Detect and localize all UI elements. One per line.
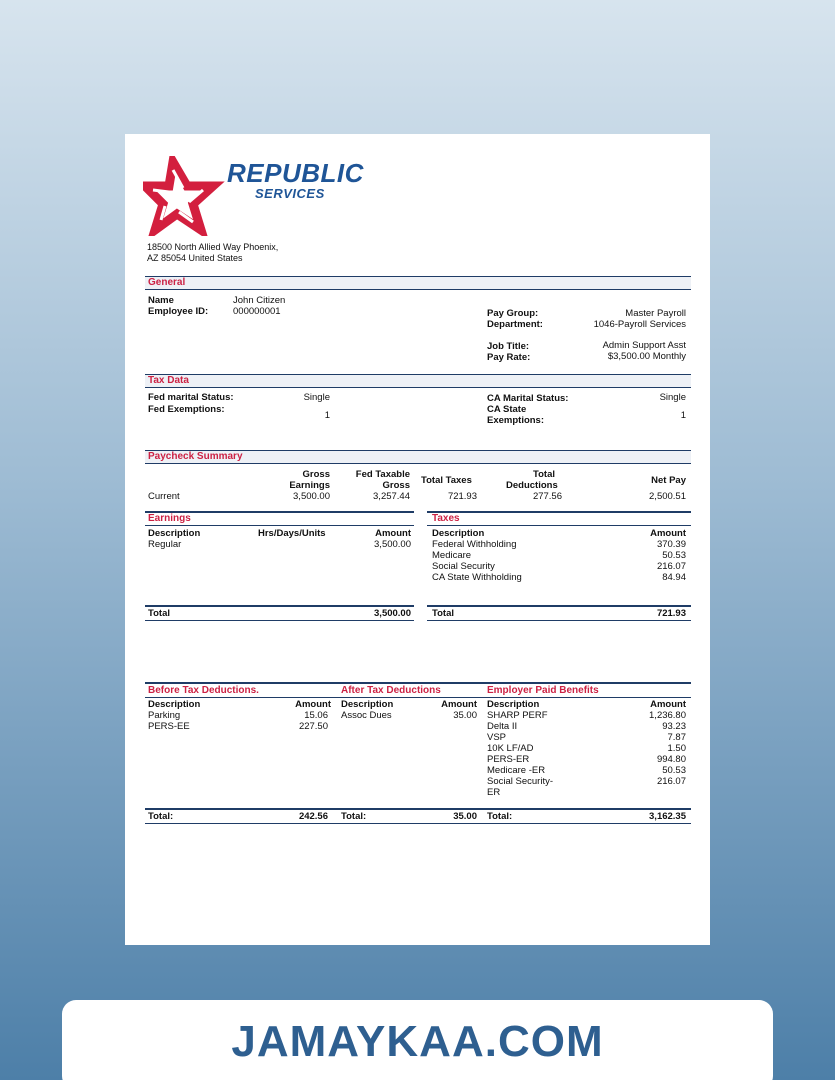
earnings-total-rule — [145, 605, 414, 607]
after-tax-heading: After Tax Deductions — [341, 685, 441, 696]
pay-rate-label: Pay Rate: — [487, 352, 531, 363]
tax-row-desc: Social Security — [432, 561, 495, 572]
tax-row-amount: 370.39 — [656, 539, 686, 550]
employee-id-label: Employee ID: — [148, 306, 209, 317]
ca-marital-value: Single — [659, 392, 686, 403]
tax-row-desc: Medicare — [432, 550, 472, 561]
job-title-label: Job Title: — [487, 341, 530, 352]
general-heading: General — [145, 276, 691, 290]
name-label: Name — [148, 295, 174, 306]
employee-id-value: 000000001 — [233, 306, 281, 317]
after-tax-amount-header: Amount — [441, 699, 477, 710]
pay-rate-value: $3,500.00 Monthly — [607, 351, 686, 362]
net-pay-header: Net Pay — [651, 475, 686, 486]
fed-marital-label: Fed marital Status: — [148, 392, 234, 403]
before-tax-total-label: Total: — [148, 811, 174, 822]
earnings-heading: Earnings — [148, 513, 191, 524]
earnings-bottom-rule — [145, 620, 414, 621]
employer-row-amount: 216.07 — [656, 776, 686, 787]
taxes-total-label: Total — [432, 608, 454, 619]
deductions-top-rule — [145, 682, 691, 684]
employer-row-amount: 1.50 — [667, 743, 686, 754]
department-value: 1046-Payroll Services — [593, 319, 686, 330]
summary-net-pay: 2,500.51 — [649, 491, 686, 502]
employer-row-desc: 10K LF/AD — [487, 743, 534, 754]
employer-amount-header: Amount — [650, 699, 686, 710]
watermark-banner — [62, 1000, 773, 1080]
employer-row-amount: 7.87 — [667, 732, 686, 743]
earnings-hrs-header: Hrs/Days/Units — [258, 528, 326, 539]
employer-row-desc: Social Security- — [487, 776, 553, 787]
earnings-total-label: Total — [148, 608, 170, 619]
gross-earnings-header-2: Earnings — [289, 480, 330, 491]
address-line-1: 18500 North Allied Way Phoenix, — [147, 242, 279, 252]
before-tax-total-value: 242.56 — [298, 811, 328, 822]
company-address — [147, 242, 278, 264]
fed-marital-value: Single — [303, 392, 330, 403]
after-tax-desc-header: Description — [341, 699, 394, 710]
before-tax-row-amount: 227.50 — [298, 721, 328, 732]
earnings-desc-header: Description — [148, 528, 201, 539]
summary-gross: 3,500.00 — [293, 491, 330, 502]
name-value: John Citizen — [233, 295, 286, 306]
earnings-row-desc: Regular — [148, 539, 182, 550]
employer-row-desc: VSP — [487, 732, 507, 743]
earnings-total-value: 3,500.00 — [374, 608, 411, 619]
fed-taxable-header-2: Gross — [382, 480, 410, 491]
employer-row-desc: PERS-ER — [487, 754, 530, 765]
summary-fed-taxable: 3,257.44 — [373, 491, 410, 502]
company-name: REPUBLIC — [227, 158, 364, 188]
tax-row-amount: 50.53 — [662, 550, 686, 561]
tax-row-amount: 216.07 — [656, 561, 686, 572]
tax-row-desc: CA State Withholding — [432, 572, 522, 583]
paystub-document — [125, 134, 710, 945]
employer-total-label: Total: — [487, 811, 513, 822]
fed-taxable-header-1: Fed Taxable — [355, 469, 410, 480]
before-tax-row-amount: 15.06 — [304, 710, 328, 721]
taxes-total-value: 721.93 — [656, 608, 686, 619]
summary-row-label: Current — [148, 491, 180, 502]
after-tax-total-label: Total: — [341, 811, 367, 822]
employer-row-desc: Medicare -ER — [487, 765, 546, 776]
employer-row-amount: 1,236.80 — [649, 710, 686, 721]
deductions-total-rule — [145, 808, 691, 810]
before-tax-amount-header: Amount — [295, 699, 331, 710]
before-tax-row-desc: Parking — [148, 710, 181, 721]
employer-row-desc: SHARP PERF — [487, 710, 548, 721]
employer-benefits-heading: Employer Paid Benefits — [487, 685, 599, 696]
tax-row-desc: Federal Withholding — [432, 539, 517, 550]
paycheck-summary-heading: Paycheck Summary — [145, 450, 691, 464]
employer-row-amount: 50.53 — [662, 765, 686, 776]
tax-data-heading: Tax Data — [145, 374, 691, 388]
address-line-2: AZ 85054 United States — [147, 253, 243, 263]
fed-exemptions-value: 1 — [324, 410, 330, 421]
watermark-text: JAMAYKAA.COM — [231, 1017, 604, 1066]
total-deductions-header-1: Total — [533, 469, 555, 480]
taxes-top-rule — [427, 511, 691, 513]
after-tax-row-desc: Assoc Dues — [341, 710, 392, 721]
ca-exemptions-value: 1 — [680, 410, 686, 421]
summary-deductions: 277.56 — [532, 491, 562, 502]
after-tax-row-amount: 35.00 — [453, 710, 477, 721]
fed-exemptions-label: Fed Exemptions: — [148, 404, 225, 415]
employer-row-desc: Delta II — [487, 721, 518, 732]
before-tax-heading: Before Tax Deductions. — [148, 685, 259, 696]
employer-row-amount: 994.80 — [656, 754, 686, 765]
earnings-header-rule — [145, 525, 414, 526]
pay-group-label: Pay Group: — [487, 308, 539, 319]
employer-total-value: 3,162.35 — [649, 811, 686, 822]
earnings-row-amount: 3,500.00 — [374, 539, 411, 550]
before-tax-desc-header: Description — [148, 699, 201, 710]
gross-earnings-header-1: Gross — [302, 469, 330, 480]
employer-row-amount: 93.23 — [662, 721, 686, 732]
before-tax-row-desc: PERS-EE — [148, 721, 190, 732]
taxes-total-rule — [427, 605, 691, 607]
summary-taxes: 721.93 — [447, 491, 477, 502]
total-taxes-header: Total Taxes — [421, 475, 472, 486]
tax-row-amount: 84.94 — [662, 572, 686, 583]
deductions-bottom-rule — [145, 823, 691, 824]
total-deductions-header-2: Deductions — [506, 480, 558, 491]
taxes-bottom-rule — [427, 620, 691, 621]
taxes-header-rule — [427, 525, 691, 526]
job-title-value: Admin Support Asst — [602, 340, 686, 351]
ca-marital-label: CA Marital Status: — [487, 393, 569, 404]
employer-row-desc: ER — [487, 787, 501, 798]
pay-group-value: Master Payroll — [625, 308, 686, 319]
taxes-amount-header: Amount — [650, 528, 686, 539]
ca-exemptions-label-1: CA State — [487, 404, 527, 415]
employer-desc-header: Description — [487, 699, 540, 710]
ca-exemptions-label-2: Exemptions: — [487, 415, 545, 426]
after-tax-total-value: 35.00 — [453, 811, 477, 822]
taxes-desc-header: Description — [432, 528, 485, 539]
department-label: Department: — [487, 319, 543, 330]
deductions-header-rule — [145, 697, 691, 698]
earnings-amount-header: Amount — [375, 528, 411, 539]
taxes-heading: Taxes — [432, 513, 460, 524]
company-subname: SERVICES — [255, 186, 325, 201]
